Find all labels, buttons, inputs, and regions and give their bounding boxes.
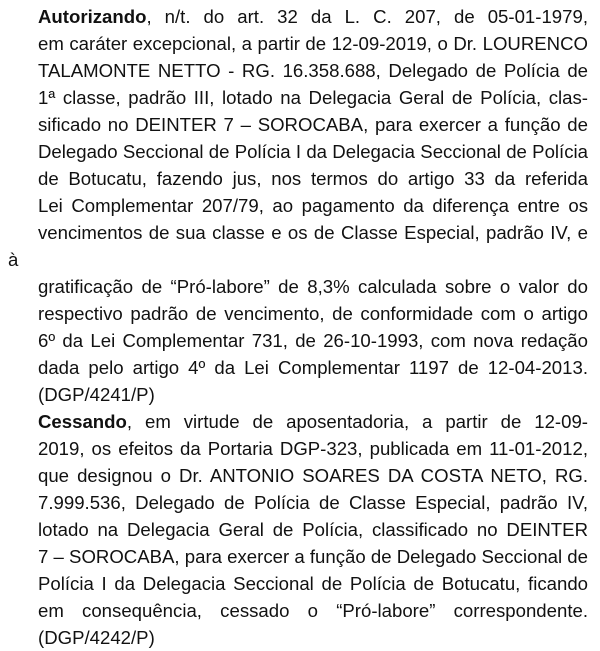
text-line: 1ª classe, padrão III, lotado na Delegacia Geral de Polícia, clas- bbox=[38, 87, 588, 108]
text-line: Delegado Seccional de Polícia I da Delegacia Seccional de Polícia bbox=[38, 141, 588, 162]
text-line: gratificação de “Pró-labore” de 8,3% calculada sobre o valor do bbox=[38, 276, 588, 297]
paragraph-cessando bbox=[8, 408, 588, 651]
line-text: , n/t. do art. 32 da L. C. 207, de 05-01-1979, bbox=[146, 6, 588, 27]
text-line: Polícia I da Delegacia Seccional de Polícia de Botucatu, ficando bbox=[38, 573, 588, 594]
text-line: em caráter excepcional, a partir de 12-09-2019, o Dr. LOURENCO bbox=[38, 33, 588, 54]
text-line: que designou o Dr. ANTONIO SOARES DA COSTA NETO, RG. bbox=[38, 465, 588, 486]
text-line: sificado no DEINTER 7 – SOROCABA, para exercer a função de bbox=[38, 114, 588, 135]
text-line: 7 – SOROCABA, para exercer a função de Delegado Seccional de bbox=[38, 546, 588, 567]
reference-code: (DGP/4242/P) bbox=[38, 627, 155, 648]
text-line: TALAMONTE NETTO - RG. 16.358.688, Delegado de Polícia de bbox=[38, 60, 588, 81]
text-line: 6º da Lei Complementar 731, de 26-10-1993, com nova redação bbox=[38, 330, 588, 351]
text-line: de Botucatu, fazendo jus, nos termos do artigo 33 da referida bbox=[38, 168, 588, 189]
lead-term: Cessando bbox=[38, 411, 127, 432]
text-line: 2019, os efeitos da Portaria DGP-323, publicada em 11-01-2012, bbox=[38, 438, 588, 459]
text-line bbox=[8, 408, 588, 435]
text-line: em consequência, cessado o “Pró-labore” correspondente. bbox=[38, 600, 588, 621]
lead-term: Autorizando bbox=[38, 6, 147, 27]
text-line bbox=[8, 3, 588, 30]
reference-code: (DGP/4241/P) bbox=[38, 384, 155, 405]
line-text: , em virtude de aposentadoria, a partir de 12-09- bbox=[126, 411, 588, 432]
text-line: lotado na Delegacia Geral de Polícia, classificado no DEINTER bbox=[38, 519, 588, 540]
paragraph-autorizando bbox=[8, 3, 588, 408]
text-line: Lei Complementar 207/79, ao pagamento da diferença entre os bbox=[38, 195, 588, 216]
text-line: vencimentos de sua classe e os de Classe Especial, padrão IV, e à bbox=[8, 222, 588, 270]
text-line: 7.999.536, Delegado de Polícia de Classe Especial, padrão IV, bbox=[38, 492, 588, 513]
text-line: dada pelo artigo 4º da Lei Complementar 1197 de 12-04-2013. bbox=[38, 357, 588, 378]
text-line: respectivo padrão de vencimento, de conformidade com o artigo bbox=[38, 303, 588, 324]
